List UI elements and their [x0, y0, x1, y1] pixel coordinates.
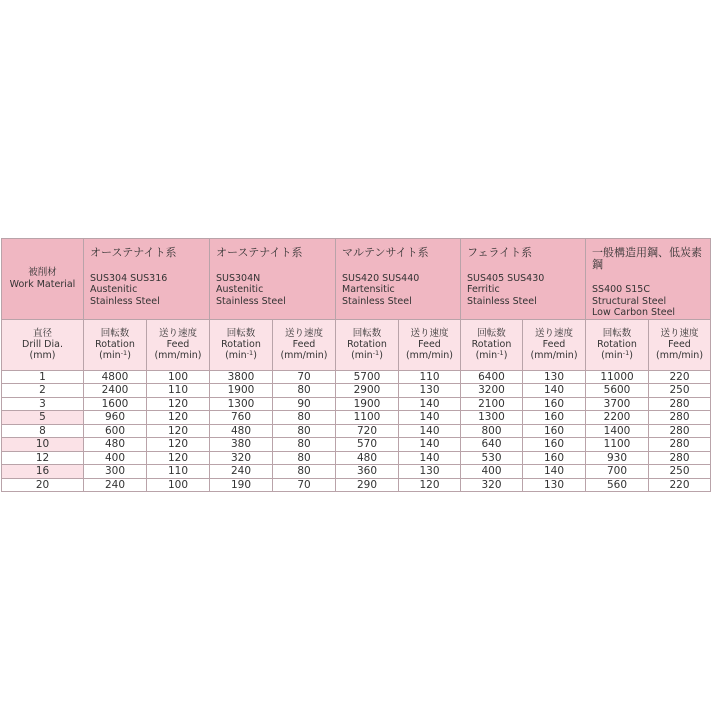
rotation-cell: 5600: [586, 384, 649, 398]
rotation-cell: 480: [210, 424, 273, 438]
table-row: [2, 424, 711, 438]
feed-jp: 送り速度: [284, 328, 323, 339]
rotation-cell: 720: [336, 424, 399, 438]
feed-cell: 120: [147, 451, 210, 465]
material-header-4: [586, 239, 711, 320]
rotation-cell: 2200: [586, 411, 649, 425]
table-row: [2, 411, 711, 425]
rotation-unit-post: ): [127, 350, 131, 361]
feed-header: [523, 319, 586, 370]
feed-cell: 90: [273, 397, 336, 411]
feed-cell: 120: [147, 438, 210, 452]
feed-en: Feed: [418, 339, 441, 350]
rotation-en: Rotation: [347, 339, 387, 350]
rotation-jp: 回転数: [226, 328, 256, 339]
rotation-unit: [586, 350, 648, 361]
feed-cell: 130: [399, 384, 461, 398]
material-grade: SUS304 SUS316: [90, 272, 168, 284]
rotation-en: Rotation: [221, 339, 261, 350]
rotation-cell: 320: [210, 451, 273, 465]
rotation-unit: [336, 350, 398, 361]
rotation-header: [210, 319, 273, 370]
rotation-jp: 回転数: [352, 328, 382, 339]
feed-header: [399, 319, 461, 370]
material-grade: SUS304N: [216, 272, 261, 284]
drill-dia-cell: 3: [2, 397, 84, 411]
feed-header: [147, 319, 210, 370]
feed-cell: 110: [147, 465, 210, 479]
rotation-cell: 930: [586, 451, 649, 465]
rotation-cell: 240: [84, 478, 147, 492]
rotation-cell: 1300: [461, 411, 523, 425]
rotation-unit-sup: -1: [120, 349, 128, 357]
rotation-en: Rotation: [471, 339, 512, 350]
rotation-cell: 3700: [586, 397, 649, 411]
feed-cell: 160: [523, 411, 586, 425]
material-class: Low Carbon Steel: [592, 307, 676, 318]
rotation-unit-post: ): [379, 350, 383, 361]
drill-dia-cell: 12: [2, 451, 84, 465]
rotation-cell: 240: [210, 465, 273, 479]
material-grade: SUS405 SUS430: [467, 272, 545, 284]
drill-dia-cell: 16: [2, 465, 84, 479]
table-row: [2, 451, 711, 465]
column-header-row: [2, 319, 711, 370]
rotation-jp: 回転数: [100, 328, 130, 339]
feed-en: Feed: [542, 339, 566, 350]
material-type: Austenitic: [216, 284, 264, 295]
rotation-unit-pre: (min: [601, 350, 623, 361]
table-row: [2, 438, 711, 452]
material-grade: SUS420 SUS440: [342, 272, 420, 284]
feed-cell: 250: [649, 384, 711, 398]
rotation-cell: 6400: [461, 370, 523, 384]
rotation-en: Rotation: [597, 339, 637, 350]
table-row: [2, 384, 711, 398]
feed-cell: 80: [273, 438, 336, 452]
rotation-cell: 600: [84, 424, 147, 438]
rotation-cell: 400: [461, 465, 523, 479]
feed-cell: 250: [649, 465, 711, 479]
feed-jp: 送り速度: [410, 328, 449, 339]
rotation-cell: 1300: [210, 397, 273, 411]
feed-cell: 140: [399, 397, 461, 411]
material-header-0: [84, 239, 210, 320]
feed-unit: (mm/min): [280, 350, 328, 361]
feed-cell: 100: [147, 478, 210, 492]
material-grade: SS400 S15C: [592, 284, 650, 295]
rotation-unit-sup: -1: [622, 349, 630, 357]
feed-cell: 110: [399, 370, 461, 384]
drill-dia-cell: 8: [2, 424, 84, 438]
rotation-unit-pre: (min: [99, 350, 121, 361]
rotation-cell: 570: [336, 438, 399, 452]
feed-cell: 80: [273, 411, 336, 425]
rotation-cell: 560: [586, 478, 649, 492]
rotation-jp: 回転数: [477, 328, 506, 339]
rotation-header: [586, 319, 649, 370]
rotation-cell: 2400: [84, 384, 147, 398]
table-row: [2, 465, 711, 479]
material-title: マルテンサイト系: [342, 246, 429, 259]
feed-en: Feed: [668, 339, 691, 350]
table-row: [2, 370, 711, 384]
material-title: オーステナイト系: [90, 246, 177, 259]
feed-cell: 110: [147, 384, 210, 398]
material-type: Martensitic: [342, 284, 395, 295]
rotation-cell: 480: [336, 451, 399, 465]
material-type: Ferritic: [467, 284, 500, 295]
feed-cell: 280: [649, 438, 711, 452]
rotation-unit: [461, 350, 522, 361]
drill-dia-cell: 10: [2, 438, 84, 452]
drill-dia-header: [2, 319, 84, 370]
rotation-cell: 190: [210, 478, 273, 492]
feed-cell: 100: [147, 370, 210, 384]
cutting-conditions-table: [1, 238, 711, 492]
feed-unit: (mm/min): [154, 350, 202, 361]
rotation-unit-sup: -1: [497, 349, 504, 357]
feed-unit: (mm/min): [530, 350, 578, 361]
feed-cell: 70: [273, 370, 336, 384]
feed-cell: 140: [523, 384, 586, 398]
feed-cell: 140: [523, 465, 586, 479]
rotation-cell: 800: [461, 424, 523, 438]
feed-cell: 120: [147, 411, 210, 425]
feed-cell: 140: [399, 424, 461, 438]
feed-cell: 160: [523, 424, 586, 438]
feed-cell: 220: [649, 370, 711, 384]
feed-unit: (mm/min): [655, 350, 704, 361]
table-row: [2, 397, 711, 411]
material-header-3: [461, 239, 586, 320]
rotation-cell: 960: [84, 411, 147, 425]
feed-jp: 送り速度: [158, 328, 197, 339]
material-type: Structural Steel: [592, 295, 667, 307]
material-class: Stainless Steel: [342, 295, 412, 307]
rotation-unit-pre: (min: [475, 350, 498, 361]
rotation-unit: [84, 350, 146, 361]
rotation-cell: 11000: [586, 370, 649, 384]
feed-cell: 70: [273, 478, 336, 492]
drill-dia-cell: 1: [2, 370, 84, 384]
feed-unit: (mm/min): [405, 350, 454, 361]
feed-cell: 140: [399, 438, 461, 452]
material-class: Stainless Steel: [90, 295, 160, 307]
feed-cell: 160: [523, 451, 586, 465]
feed-cell: 80: [273, 384, 336, 398]
feed-header: [273, 319, 336, 370]
rotation-unit-post: ): [503, 350, 508, 361]
rotation-unit-sup: -1: [372, 349, 380, 357]
feed-cell: 160: [523, 397, 586, 411]
rotation-cell: 480: [84, 438, 147, 452]
rotation-cell: 1400: [586, 424, 649, 438]
material-title: オーステナイト系: [216, 246, 303, 259]
rotation-header: [84, 319, 147, 370]
rotation-unit-post: ): [629, 350, 633, 361]
rotation-cell: 2900: [336, 384, 399, 398]
feed-cell: 120: [399, 478, 461, 492]
feed-cell: 130: [399, 465, 461, 479]
rotation-cell: 400: [84, 451, 147, 465]
rotation-cell: 1900: [336, 397, 399, 411]
rotation-cell: 3800: [210, 370, 273, 384]
rotation-unit: [210, 350, 272, 361]
feed-jp: 送り速度: [535, 328, 574, 339]
drill-dia-en: Drill Dia.: [22, 339, 63, 350]
rotation-cell: 360: [336, 465, 399, 479]
work-material-jp: 被削材: [28, 266, 57, 278]
rotation-cell: 640: [461, 438, 523, 452]
material-title: フェライト系: [467, 246, 533, 259]
feed-cell: 130: [523, 478, 586, 492]
feed-cell: 140: [399, 411, 461, 425]
feed-cell: 160: [523, 438, 586, 452]
drill-dia-jp: 直径: [32, 328, 52, 339]
rotation-cell: 1100: [586, 438, 649, 452]
material-type: Austenitic: [90, 284, 138, 295]
rotation-unit-pre: (min: [225, 350, 247, 361]
rotation-cell: 1900: [210, 384, 273, 398]
work-material-header: [2, 239, 84, 320]
feed-jp: 送り速度: [660, 328, 699, 339]
material-header-2: [336, 239, 461, 320]
material-class: Stainless Steel: [216, 295, 286, 307]
feed-cell: 80: [273, 424, 336, 438]
feed-cell: 220: [649, 478, 711, 492]
rotation-en: Rotation: [95, 339, 135, 350]
rotation-cell: 5700: [336, 370, 399, 384]
rotation-cell: 380: [210, 438, 273, 452]
rotation-cell: 760: [210, 411, 273, 425]
rotation-cell: 3200: [461, 384, 523, 398]
work-material-en: Work Material: [9, 278, 76, 290]
rotation-unit-sup: -1: [246, 349, 254, 357]
feed-cell: 120: [147, 397, 210, 411]
feed-cell: 120: [147, 424, 210, 438]
table-row: [2, 478, 711, 492]
drill-dia-cell: 2: [2, 384, 84, 398]
feed-cell: 140: [399, 451, 461, 465]
rotation-cell: 1600: [84, 397, 147, 411]
material-header-row: [2, 239, 711, 320]
drill-dia-cell: 20: [2, 478, 84, 492]
rotation-cell: 290: [336, 478, 399, 492]
rotation-cell: 1100: [336, 411, 399, 425]
rotation-cell: 300: [84, 465, 147, 479]
feed-cell: 280: [649, 411, 711, 425]
rotation-jp: 回転数: [602, 328, 632, 339]
rotation-cell: 530: [461, 451, 523, 465]
drill-dia-cell: 5: [2, 411, 84, 425]
material-header-1: [210, 239, 336, 320]
feed-cell: 280: [649, 397, 711, 411]
feed-cell: 280: [649, 424, 711, 438]
rotation-unit-post: ): [253, 350, 257, 361]
drill-dia-unit: (mm): [29, 350, 56, 361]
feed-cell: 80: [273, 451, 336, 465]
feed-en: Feed: [166, 339, 190, 350]
rotation-header: [336, 319, 399, 370]
feed-header: [649, 319, 711, 370]
rotation-cell: 320: [461, 478, 523, 492]
feed-cell: 130: [523, 370, 586, 384]
feed-cell: 80: [273, 465, 336, 479]
rotation-header: [461, 319, 523, 370]
rotation-cell: 4800: [84, 370, 147, 384]
rotation-cell: 2100: [461, 397, 523, 411]
material-class: Stainless Steel: [467, 295, 537, 307]
feed-cell: 280: [649, 451, 711, 465]
material-title: 一般構造用鋼、低炭素鋼: [592, 246, 703, 271]
rotation-cell: 700: [586, 465, 649, 479]
rotation-unit-pre: (min: [351, 350, 373, 361]
feed-en: Feed: [292, 339, 316, 350]
